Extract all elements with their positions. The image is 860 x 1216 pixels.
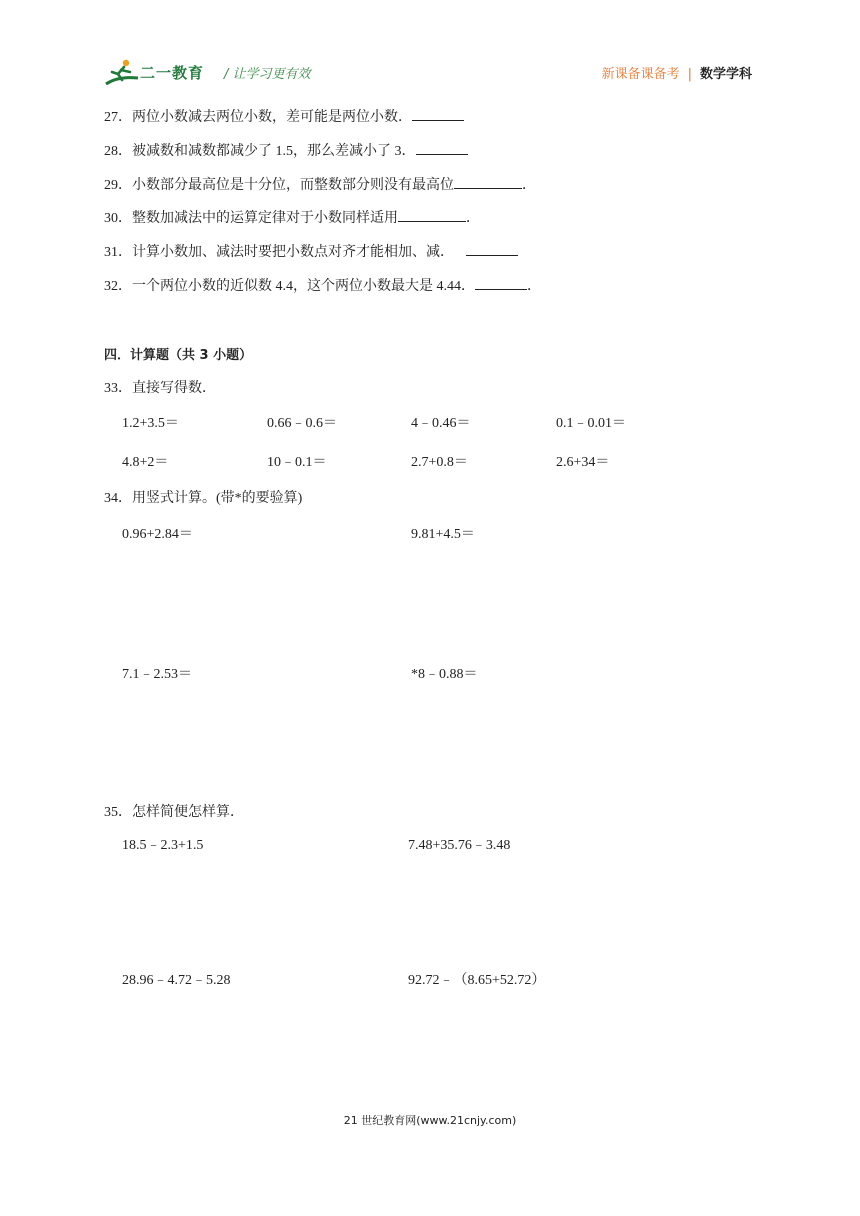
question-34-title: 34．用竖式计算。(带*的要验算) bbox=[104, 491, 303, 506]
header-separator: | bbox=[687, 67, 692, 82]
q33-expression: 4﹣0.46＝ bbox=[411, 416, 471, 431]
question-number: 27． bbox=[104, 110, 132, 125]
question-33-title: 33．直接写得数． bbox=[104, 381, 216, 396]
question-number: 28． bbox=[104, 144, 132, 159]
question-35-title: 35．怎样简便怎样算． bbox=[104, 805, 244, 820]
logo-brand-text: 二一教育 bbox=[140, 64, 205, 82]
q33-expression: 10﹣0.1＝ bbox=[267, 455, 327, 470]
q35-expression: 92.72﹣（8.65+52.72） bbox=[408, 973, 546, 988]
question-28 bbox=[104, 140, 468, 160]
q33-expression: 0.1﹣0.01＝ bbox=[556, 416, 626, 431]
question-32 bbox=[104, 275, 541, 295]
question-number: 31． bbox=[104, 245, 132, 260]
q33-expression: 1.2+3.5＝ bbox=[122, 416, 179, 431]
question-text: 小数部分最高位是十分位，而整数部分则没有最高位 bbox=[132, 178, 454, 193]
q35-expression: 28.96﹣4.72﹣5.28 bbox=[122, 973, 231, 988]
q34-expression: 0.96+2.84＝ bbox=[122, 527, 193, 542]
question-29 bbox=[104, 174, 536, 194]
header-right bbox=[602, 63, 752, 82]
q33-expression: 2.6+34＝ bbox=[556, 455, 610, 470]
header-subject-label: 数学学科 bbox=[699, 67, 752, 82]
q34-expression: 7.1﹣2.53＝ bbox=[122, 667, 192, 682]
header-course-label: 新课备课备考 bbox=[601, 67, 680, 82]
question-text: 计算小数加、减法时要把小数点对齐才能相加、减． bbox=[132, 245, 454, 260]
question-text: 一个两位小数的近似数 4.4，这个两位小数最大是 4.44． bbox=[132, 279, 475, 294]
q33-expression: 2.7+0.8＝ bbox=[411, 455, 468, 470]
q35-expression: 7.48+35.76﹣3.48 bbox=[408, 838, 511, 853]
question-text: 被减数和减数都减少了 1.5，那么差减小了 3． bbox=[132, 144, 416, 159]
question-suffix: ． bbox=[522, 178, 536, 193]
page-footer: 21 世纪教育网(www.21cnjy.com) bbox=[343, 1114, 517, 1127]
q34-expression: *8﹣0.88＝ bbox=[411, 667, 478, 682]
question-text: 整数加减法中的运算定律对于小数同样适用 bbox=[132, 211, 398, 226]
q33-expression: 0.66﹣0.6＝ bbox=[267, 416, 337, 431]
answer-blank[interactable] bbox=[454, 174, 522, 189]
answer-blank[interactable] bbox=[398, 207, 466, 222]
question-number: 29． bbox=[104, 178, 132, 193]
logo bbox=[104, 58, 216, 88]
runner-logo-icon bbox=[104, 58, 140, 88]
slogan: / 让学习更有效 bbox=[224, 67, 311, 82]
answer-blank[interactable] bbox=[475, 275, 527, 290]
question-31 bbox=[104, 241, 518, 261]
question-30 bbox=[104, 207, 480, 227]
q34-expression: 9.81+4.5＝ bbox=[411, 527, 475, 542]
answer-blank[interactable] bbox=[412, 106, 464, 121]
q33-expression: 4.8+2＝ bbox=[122, 455, 169, 470]
question-27 bbox=[104, 106, 464, 126]
q35-expression: 18.5﹣2.3+1.5 bbox=[122, 838, 204, 853]
answer-blank[interactable] bbox=[416, 140, 468, 155]
section-title: 四．计算题（共 3 小题） bbox=[104, 348, 253, 363]
question-number: 30． bbox=[104, 211, 132, 226]
question-number: 32． bbox=[104, 279, 132, 294]
answer-blank[interactable] bbox=[466, 241, 518, 256]
question-text: 两位小数减去两位小数，差可能是两位小数． bbox=[132, 110, 412, 125]
question-suffix: ． bbox=[527, 279, 541, 294]
question-suffix: ． bbox=[466, 211, 480, 226]
